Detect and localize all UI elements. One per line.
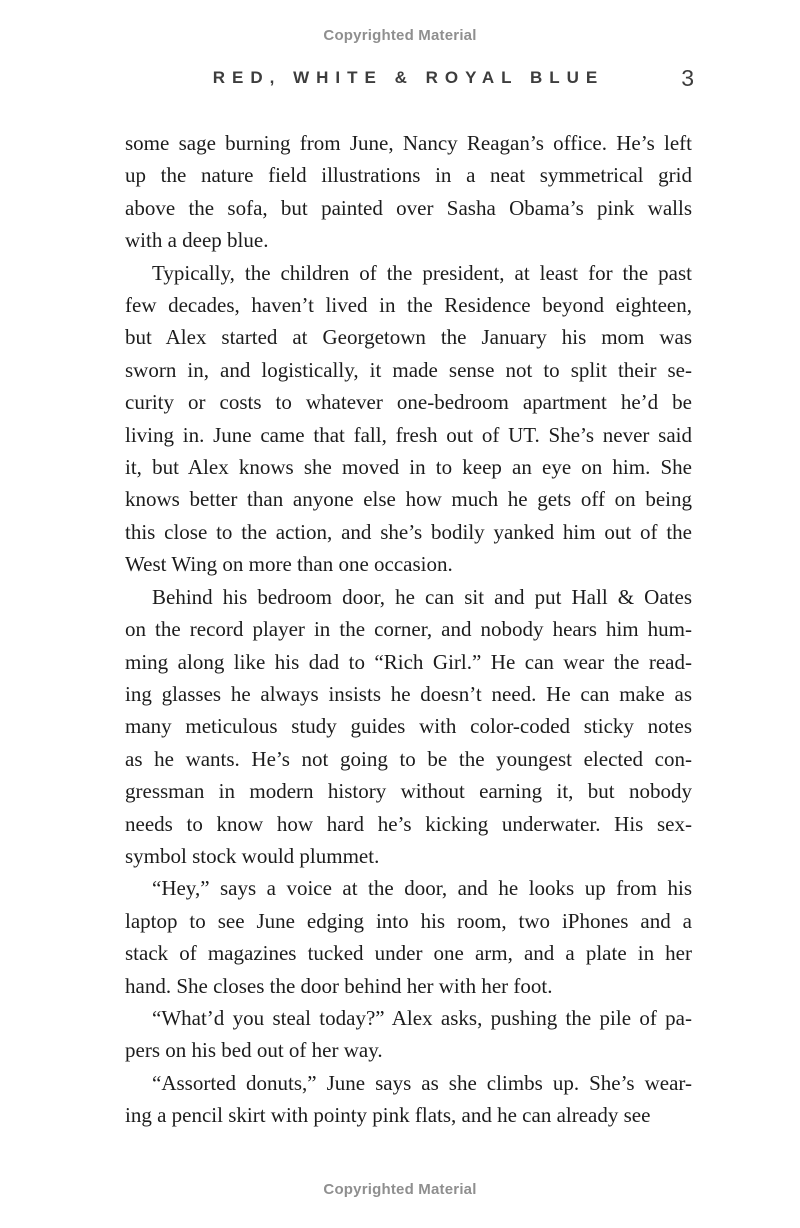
text-line: Typically, the children of the president, at least for the past <box>152 260 692 285</box>
paragraph <box>125 257 692 581</box>
text-line: curity or costs to whatever one-bedroom apartment he’d be <box>125 390 692 415</box>
text-line: stack of magazines tucked under one arm, and a plate in her <box>125 941 692 966</box>
text-line: gressman in modern history without earning it, but nobody <box>125 779 692 804</box>
text-line: ming along like his dad to “Rich Girl.” He can wear the read- <box>125 649 692 674</box>
page-number: 3 <box>681 65 694 91</box>
text-line: sworn in, and logistically, it made sense not to split their se- <box>125 357 692 382</box>
text-line: ing a pencil skirt with pointy pink flats, and he can already see <box>125 1103 651 1128</box>
top-watermark: Copyrighted Material <box>323 27 477 44</box>
text-line: hand. She closes the door behind her with her foot. <box>125 973 553 998</box>
paragraph <box>125 581 692 873</box>
text-line: West Wing on more than one occasion. <box>125 552 453 577</box>
text-line: this close to the action, and she’s bodily yanked him out of the <box>125 519 692 544</box>
paragraph <box>125 1067 692 1132</box>
text-line: “Hey,” says a voice at the door, and he looks up from his <box>152 876 692 901</box>
text-line: pers on his bed out of her way. <box>125 1038 383 1063</box>
text-line: few decades, haven’t lived in the Residence beyond eighteen, <box>125 293 692 318</box>
bottom-watermark: Copyrighted Material <box>323 1181 477 1198</box>
text-line: above the sofa, but painted over Sasha Obama’s pink walls <box>125 195 692 220</box>
running-header <box>125 65 694 96</box>
text-line: it, but Alex knows she moved in to keep an eye on him. She <box>125 455 692 480</box>
text-line: on the record player in the corner, and nobody hears him hum- <box>125 617 692 642</box>
text-line: but Alex started at Georgetown the January his mom was <box>125 325 692 350</box>
text-line: needs to know how hard he’s kicking underwater. His sex- <box>125 811 692 836</box>
text-line: with a deep blue. <box>125 228 269 253</box>
text-line: ing glasses he always insists he doesn’t need. He can make as <box>125 681 692 706</box>
text-line: knows better than anyone else how much he gets off on being <box>125 487 692 512</box>
text-line: “Assorted donuts,” June says as she climbs up. She’s wear- <box>152 1070 692 1095</box>
book-title: RED, WHITE & ROYAL BLUE <box>212 68 605 87</box>
text-line: up the nature field illustrations in a neat symmetrical grid <box>125 163 692 188</box>
paragraph <box>125 872 692 1002</box>
text-line: living in. June came that fall, fresh out of UT. She’s never said <box>125 422 692 447</box>
text-line: laptop to see June edging into his room, two iPhones and a <box>125 908 692 933</box>
text-line: many meticulous study guides with color-coded sticky notes <box>125 714 692 739</box>
body-text <box>125 127 692 1132</box>
text-line: Behind his bedroom door, he can sit and put Hall & Oates <box>152 584 692 609</box>
text-line: some sage burning from June, Nancy Reagan’s office. He’s left <box>125 131 692 155</box>
paragraph <box>125 1002 692 1067</box>
paragraph <box>125 127 692 257</box>
text-line: symbol stock would plummet. <box>125 843 380 868</box>
text-line: “What’d you steal today?” Alex asks, pushing the pile of pa- <box>152 1005 692 1030</box>
text-line: as he wants. He’s not going to be the youngest elected con- <box>125 746 692 771</box>
